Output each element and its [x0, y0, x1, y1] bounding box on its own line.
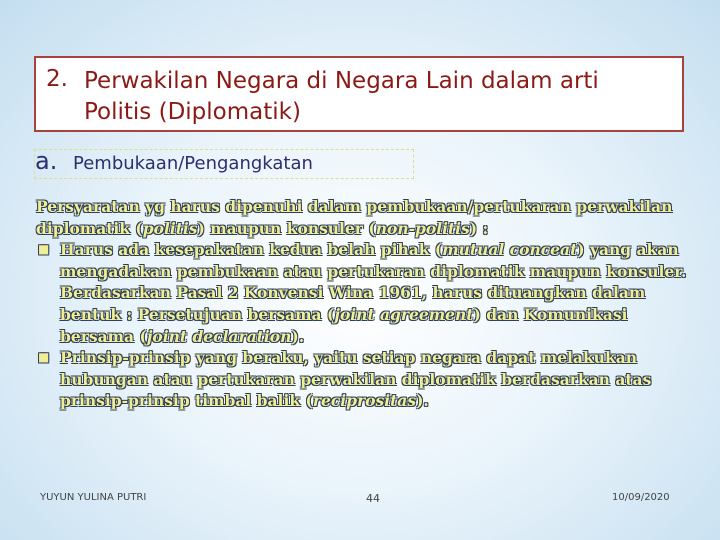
intro-text-3: ) :: [469, 218, 489, 238]
bullet-item-2: [36, 347, 688, 412]
bullet1-text-1: Harus ada kesepakatan kedua belah pihak (: [60, 240, 443, 260]
bullet2-italic-1: reciprositas: [312, 391, 417, 411]
bullet1-italic-3: joint declaration: [146, 326, 292, 346]
intro-paragraph: [36, 196, 688, 239]
slide-title: [84, 66, 680, 128]
footer-page-number: 44: [366, 492, 380, 505]
title-line-1: Perwakilan Negara di Negara Lain dalam arti: [84, 68, 599, 94]
bullet1-italic-1: mutual conceat: [442, 240, 578, 260]
subheading-letter: a.: [35, 147, 58, 175]
slide-title-box: [34, 56, 684, 132]
subheading-box: [34, 149, 414, 179]
bullet1-text-2: ) yang akan mengadakan pembukaan atau pertukaran diplomatik maupun konsuler. Berdasarkan Pasal 2 Konvensi Wina 1961, harus dituangkan dalam bentuk : Persetujuan bersama (: [60, 240, 687, 324]
intro-italic-2: non-politis: [375, 218, 470, 238]
square-bullet-icon: ■: [38, 350, 50, 365]
intro-italic-1: politis: [142, 218, 198, 238]
bullet1-text-3: ) dan Komunikasi bersama (: [60, 304, 628, 346]
body-text: [36, 196, 688, 412]
footer-date: 10/09/2020: [612, 492, 670, 503]
bullet1-text-4: ).: [291, 326, 305, 346]
intro-text-2: ) maupun konsuler (: [197, 218, 376, 238]
bullet2-text-2: ).: [416, 391, 429, 411]
bullet2-text-1: Prinsip-prinsip yang beraku, yaitu setiap negara dapat melakukan hubungan atau pertukaran perwakilan diplomatik berdasarkan atas prinsip-prinsip timbal balik (: [60, 348, 652, 411]
intro-text-1: Persyaratan yg harus dipenuhi dalam pembukaan/pertukaran perwakilan diplomatik (: [36, 197, 673, 238]
footer-author: YUYUN YULINA PUTRI: [40, 492, 147, 503]
title-number: 2.: [46, 66, 68, 92]
title-line-2: Politis (Diplomatik): [84, 99, 301, 125]
bullet-item-1: [36, 239, 688, 347]
bullet1-italic-2: joint agreement: [334, 304, 474, 324]
square-bullet-icon: ■: [38, 242, 50, 257]
subheading-text: Pembukaan/Pengangkatan: [73, 153, 313, 174]
